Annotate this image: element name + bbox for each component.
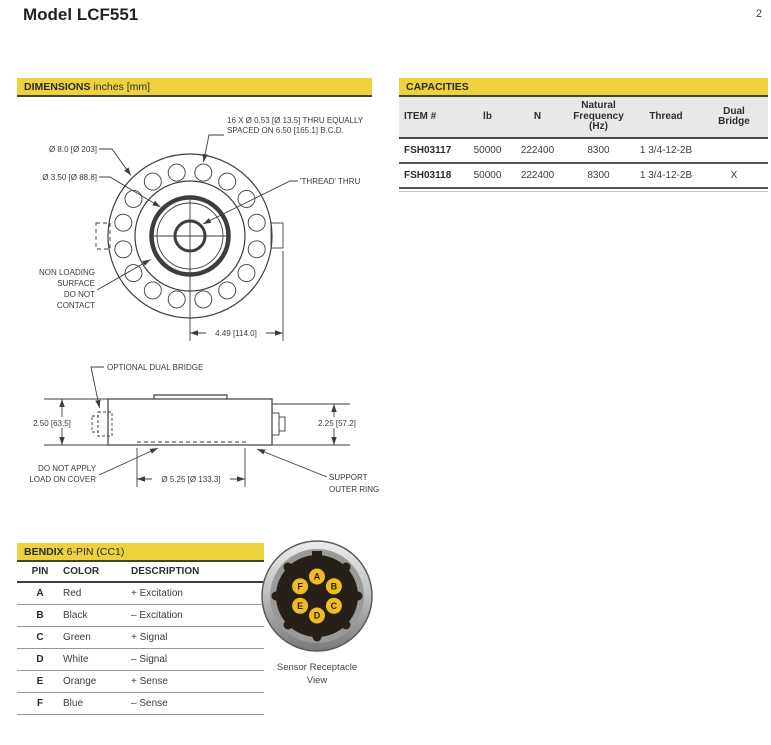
col-dual-bridge: Dual Bridge bbox=[718, 105, 750, 127]
col-n: N bbox=[533, 110, 542, 122]
dimensions-section-header bbox=[17, 78, 372, 97]
cover-diameter-dim-label: Ø 5.25 [Ø 133.3] bbox=[161, 475, 221, 484]
pin-b: B bbox=[330, 581, 338, 592]
pin-a: A bbox=[313, 571, 321, 582]
outer-diameter-label: Ø 8.0 [Ø 203] bbox=[48, 145, 97, 154]
support-ring-label-line2: OUTER RING bbox=[329, 485, 380, 494]
table-row: FSH03118 50000 222400 8300 1 3/4-12-2B X bbox=[399, 164, 768, 189]
page-title: Model LCF551 bbox=[23, 5, 139, 24]
col-color: COLOR bbox=[63, 566, 100, 577]
pin-f: F bbox=[297, 581, 303, 592]
col-description: DESCRIPTION bbox=[131, 566, 200, 577]
table-row: A Red + Excitation bbox=[17, 583, 264, 605]
col-thread: Thread bbox=[649, 110, 683, 122]
bendix-section-header bbox=[17, 543, 264, 562]
bolt-pattern-note-line1: 16 X Ø 0.53 [Ø 13.5] THRU EQUALLY bbox=[227, 116, 364, 125]
col-frequency: Natural Frequency (Hz) bbox=[573, 100, 624, 133]
col-pin: PIN bbox=[31, 566, 49, 577]
table-row: B Black – Excitation bbox=[17, 605, 264, 627]
page-number: 2 bbox=[755, 8, 762, 20]
height-left-dim-label: 2.50 [63.5] bbox=[33, 419, 71, 428]
dimensions-title: DIMENSIONS bbox=[24, 81, 91, 93]
capacities-header-row bbox=[399, 97, 768, 139]
pin-c: C bbox=[330, 601, 338, 611]
cover-note-line1: DO NOT APPLY bbox=[38, 464, 96, 473]
capacities-title: CAPACITIES bbox=[406, 81, 469, 93]
cover-note-line2: LOAD ON COVER bbox=[29, 475, 96, 484]
sensor-receptacle-drawing bbox=[258, 538, 376, 658]
non-loading-label-line4: CONTACT bbox=[56, 301, 95, 310]
bendix-pin-table bbox=[17, 562, 264, 715]
dual-bridge-connector bbox=[98, 412, 112, 436]
height-right-dim-label: 2.25 [57.2] bbox=[318, 419, 356, 428]
bendix-title: BENDIX bbox=[24, 546, 64, 558]
item-number: FSH03118 bbox=[404, 170, 452, 181]
front-view-drawing bbox=[39, 116, 364, 341]
side-connector bbox=[272, 413, 279, 435]
front-width-dim-label: 4.49 [114.0] bbox=[215, 329, 257, 338]
dimension-drawing bbox=[14, 100, 385, 530]
col-lb: lb bbox=[483, 110, 492, 122]
non-loading-label-line1: NON LOADING bbox=[38, 268, 95, 277]
table-row: E Orange + Sense bbox=[17, 671, 264, 693]
table-row: C Green + Signal bbox=[17, 627, 264, 649]
pin-d: D bbox=[313, 610, 321, 621]
thread-thru-label: 'THREAD' THRU bbox=[300, 177, 361, 186]
table-row: F Blue – Sense bbox=[17, 693, 264, 715]
side-view-drawing bbox=[24, 363, 379, 494]
capacities-section-header bbox=[399, 78, 768, 97]
hub-diameter-label: Ø 3.50 [Ø 88.8] bbox=[42, 173, 97, 182]
table-row: D White – Signal bbox=[17, 649, 264, 671]
item-number: FSH03117 bbox=[404, 145, 452, 156]
support-ring-label-line1: SUPPORT bbox=[329, 473, 368, 482]
receptacle-caption: Sensor Receptacle View bbox=[276, 662, 358, 686]
col-item: ITEM # bbox=[404, 110, 437, 122]
bendix-header-row bbox=[17, 562, 264, 583]
non-loading-label-line2: SURFACE bbox=[57, 279, 95, 288]
bendix-subtitle: 6-PIN (CC1) bbox=[66, 546, 125, 558]
pin-e: E bbox=[297, 601, 304, 611]
optional-dual-bridge-label: OPTIONAL DUAL BRIDGE bbox=[107, 363, 204, 372]
right-connector-tab bbox=[271, 223, 283, 248]
bolt-pattern-note-line2: SPACED ON 6.50 [165.1] B.C.D. bbox=[227, 126, 344, 135]
table-end-rule bbox=[399, 191, 768, 192]
non-loading-label-line3: DO NOT bbox=[63, 290, 95, 299]
dimensions-subtitle: inches [mm] bbox=[93, 81, 151, 93]
table-row: FSH03117 50000 222400 8300 1 3/4-12-2B bbox=[399, 139, 768, 164]
capacities-table bbox=[399, 97, 768, 192]
